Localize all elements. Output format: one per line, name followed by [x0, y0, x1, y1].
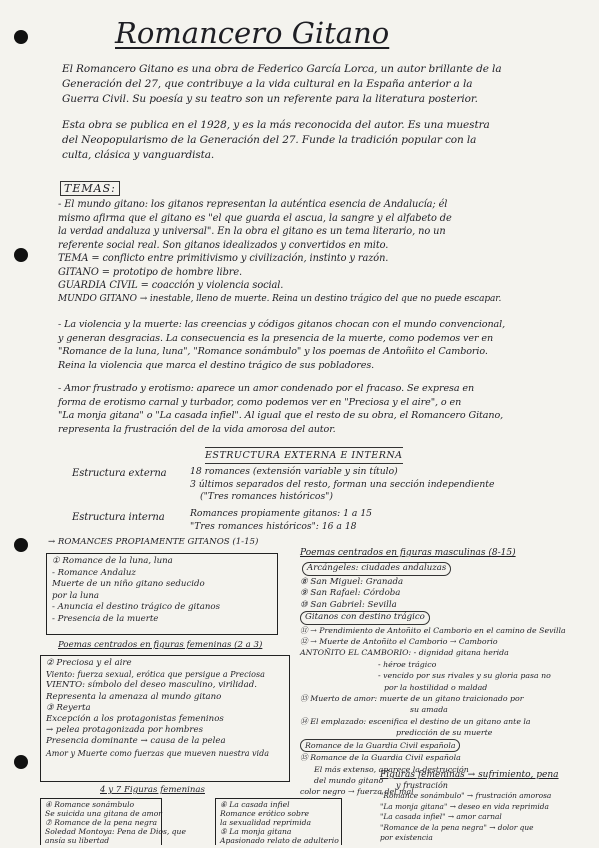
right-bottom-notes: Figuras femeninas → sufrimiento, pena y frustración "Romance sonámbulo" → frustración amorosa "La monja gitana" → deseo en vida reprimida "La casada infiel" → amor carnal "Romance de la pena negra" → dolor que por existencia [380, 770, 559, 842]
intro-paragraph-2: Esta obra se publica en el 1928, y es la más reconocida del autor. Es una muestra del Neopopularismo de la Generación del 27. Funde la tradición popular con la culta, clásica y vanguardista. [62, 119, 490, 161]
binder-hole [14, 248, 28, 262]
intro-paragraph-1: El Romancero Gitano es una obra de Federico García Lorca, un autor brillante de la Generación del 27, que contribuye a la vida cultural en la España anterior a la Guerra Civil. Su poesía y su teatro son un referente para la literatura posterior. [62, 63, 502, 105]
estructura-externa-items: 18 romances (extensión variable y sin título) 3 últimos separados del resto, forman una sección independiente ("Tres romances históricos") [190, 466, 495, 502]
binder-hole [14, 30, 28, 44]
tema-mundo-gitano: - El mundo gitano: los gitanos representan la auténtica esencia de Andalucía; él mismo afirma que el gitano es "el que guarda el ascua, la sangre y el alfabeto de la verdad andaluza y universal". En la obra el gitano es un tema literario, no un referente social real. Son gitanos idealizados y convertidos en mito. TEMA = conflicto entre primitivismo y civilización, instinto y razón. GITANO = prototipo de hombre libre. GUARDIA CIVIL = coacción y violencia social. MUNDO GITANO → inestable, lleno de muerte. Reina un destino trágico del que no puede escapar. [58, 199, 502, 304]
left-column-heading: → ROMANCES PROPIAMENTE GITANOS (1-15) [48, 537, 259, 547]
box-bottom-mid: ⑥ La casada infiel Romance erótico sobre la sexualidad reprimida ⑤ La monja gitana Apasionado relato de adulterio [215, 798, 342, 845]
temas-label: TEMAS: [60, 181, 120, 196]
estructura-heading: ESTRUCTURA EXTERNA E INTERNA [205, 447, 403, 464]
estructura-interna-items: Romances propiamente gitanos: 1 a 15 "Tres romances históricos": 16 a 18 [190, 508, 373, 532]
right-column-items: ⑧ San Miguel: Granada ⑨ San Rafael: Córdoba ⑩ San Gabriel: Sevilla Gitanos con destino trágico ⑪ → Prendimiento de Antoñito el Camborio en el camino de Sevilla ⑫ → Muerte de Antoñito el Camborio → Camborio ANTOÑITO EL CAMBORIO: - dignidad gitana herida - héroe trágico - vencido por sus rivales y su gloria pasa no por la hostilidad o maldad ⑬ Muerto de amor: muerte de un gitano traicionado por su amada ⑭ El emplazado: escenifica el destino de un gitano ante la predicción de su muerte Romance de la Guardia Civil española ⑮ Romance de la Guardia Civil española El más extenso, aparece la destrucción del mundo gitano color negro → fuerza del mal [300, 577, 566, 797]
right-column-heading: Poemas centrados en figuras masculinas (8-15) [300, 548, 516, 558]
page-title: Romancero Gitano [115, 16, 390, 50]
female-figures-heading: Poemas centrados en figuras femeninas (2 a 3) [58, 640, 263, 650]
tema-amor-frustrado: - Amor frustrado y erotismo: aparece un amor condenado por el fracaso. Se expresa en forma de erotismo carnal y turbador, como podemos ver en "Preciosa y el aire", o en "La monja gitana" o "La casada infiel". Al igual que el resto de su obra, el Romancero Gitano, representa la frustración del de la vida amorosa del autor. [58, 383, 504, 435]
binder-hole [14, 538, 28, 552]
figures-4-7-heading: 4 y 7 Figuras femeninas [100, 785, 205, 795]
box-preciosa-reyerta: ② Preciosa y el aire Viento: fuerza sexual, erótica que persigue a Preciosa VIENTO: símbolo del deseo masculino, virilidad. Representa la amenaza al mundo gitano ③ Reyerta Excepción a los protagonistas femeninos → pelea protagonizada por hombres Presencia dominante → causa de la pelea Amor y Muerte como fuerzas que mueven nuestra vida [40, 655, 290, 782]
tema-violencia-muerte: - La violencia y la muerte: las creencias y códigos gitanos chocan con el mundo convencional, y generan desgracias. La consecuencia es la presencia de la muerte, como podemos ver en "Romance de la luna, luna", "Romance sonámbulo" y los poemas de Antoñito el Camborio. Reina la violencia que marca el destino trágico de sus pobladores. [58, 319, 506, 371]
arcangeles-label: Arcángeles: ciudades andaluzas [302, 562, 451, 576]
estructura-externa-label: Estructura externa [72, 468, 167, 479]
binder-hole [14, 755, 28, 769]
estructura-interna-label: Estructura interna [72, 512, 165, 523]
box-romance-luna: ① Romance de la luna, luna - Romance Andaluz Muerte de un niño gitano seducido por la luna - Anuncia el destino trágico de gitanos - Presencia de la muerte [46, 553, 278, 635]
box-bottom-left: ④ Romance sonámbulo Se suicida una gitana de amor ⑦ Romance de la pena negra Soledad Montoya: Pena de Dios, que ansía su libertad [40, 798, 162, 845]
